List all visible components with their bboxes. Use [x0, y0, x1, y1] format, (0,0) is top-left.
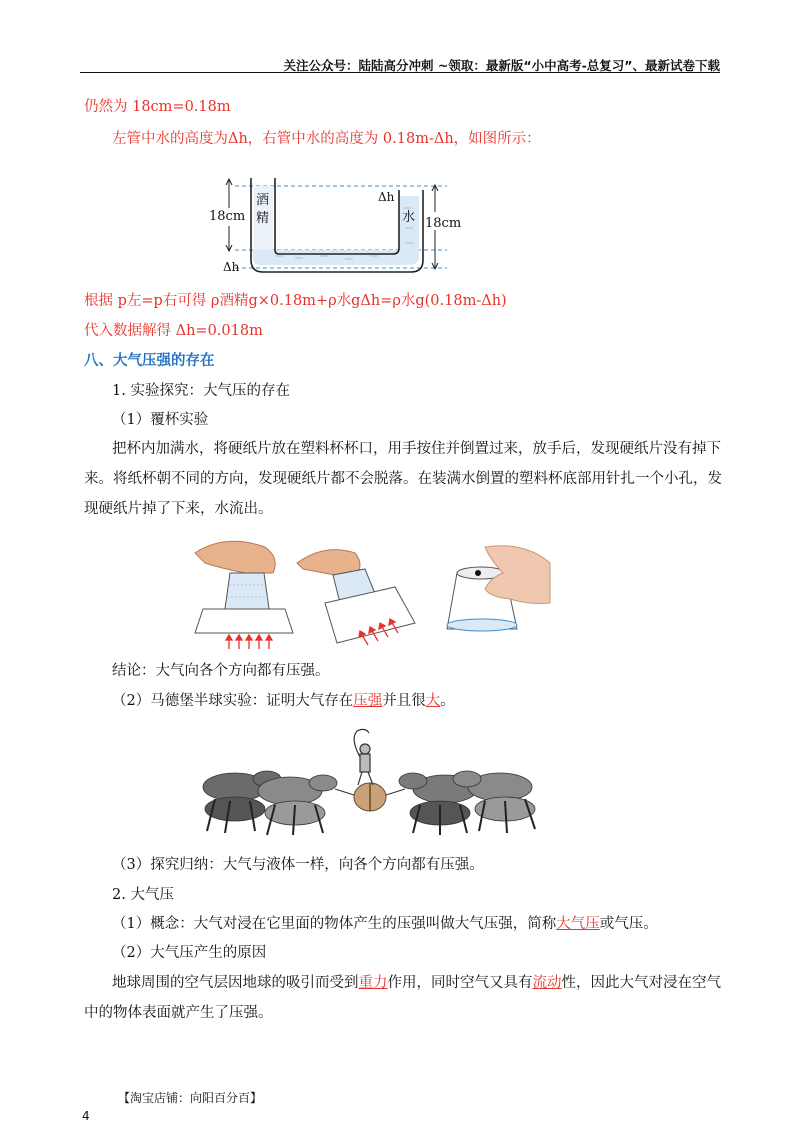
dh-top-label: Δh [378, 190, 395, 204]
cause-pre: 地球周围的空气层因地球的吸引而受到 [112, 975, 359, 991]
dh-bottom-label: Δh [223, 260, 240, 274]
u-tube-diagram [205, 168, 470, 280]
right-height-label: 18cm [425, 216, 462, 231]
concept-post: 或气压。 [599, 916, 658, 932]
solution-line-2: 左管中水的高度为Δh，右管中水的高度为 0.18m-Δh，如图所示： [112, 131, 541, 147]
magdeburg-hemispheres-illustration [195, 727, 545, 843]
cup-experiment-illustration [185, 533, 555, 651]
footer-shop: 【淘宝店铺：向阳百分百】 [118, 1091, 263, 1105]
concept-blank: 大气压 [556, 916, 600, 932]
solution-line-3: 根据 p左=p右可得 ρ酒精g×0.18m+ρ水gΔh=ρ水g(0.18m-Δh) [84, 293, 507, 309]
header-divider [80, 72, 720, 73]
concept-line [112, 914, 752, 934]
sub2-blank-1: 压强 [353, 693, 383, 709]
cause-mid: 作用，同时空气又具有 [387, 975, 533, 991]
cause-title: （2）大气压产生的原因 [112, 945, 267, 961]
cause-post: 性，因此大气对浸在空气 [561, 975, 721, 991]
item-1-title: 1. 实验探究：大气压的存在 [112, 383, 290, 399]
water-char: 水 [402, 210, 416, 225]
alcohol-char-1: 酒 [256, 193, 270, 208]
page-header: 关注公众号：陆陆高分冲刺 ~领取：最新版“小中高考-总复习”、最新试卷下载 [283, 58, 720, 73]
conclusion: 结论：大气向各个方向都有压强。 [112, 663, 330, 679]
solution-line-4: 代入数据解得 Δh=0.018m [84, 323, 263, 339]
cup-2 [297, 550, 415, 645]
cause-blank-2: 流动 [532, 975, 562, 991]
left-height-label: 18cm [209, 209, 246, 224]
concept-pre: （1）概念：大气对浸在它里面的物体产生的压强叫做大气压强，简称 [112, 916, 557, 932]
sub-1-title: （1）覆杯实验 [112, 412, 209, 428]
sub-3: （3）探究归纳：大气与液体一样，向各个方向都有压强。 [112, 857, 484, 873]
sub2-pre: （2）马德堡半球实验：证明大气存在 [112, 693, 354, 709]
sub2-blank-2: 大 [425, 693, 441, 709]
cup-1 [195, 541, 293, 649]
alcohol-char-2: 精 [256, 211, 270, 226]
sub2-post: 。 [440, 693, 455, 709]
cause-line-1 [112, 973, 752, 993]
sub2-mid: 并且很 [382, 693, 426, 709]
solution-line-1: 仍然为 18cm=0.18m [84, 99, 231, 115]
para1-line3: 现硬纸片掉了下来，水流出。 [84, 501, 273, 517]
cup-3 [447, 546, 550, 631]
para1-line2: 来。将纸杯朝不同的方向，发现硬纸片都不会脱落。在装满水倒置的塑料杯底部用针扎一个小孔，发 [84, 471, 722, 487]
item-2-title: 2. 大气压 [112, 887, 174, 903]
sub-2-title [112, 691, 752, 711]
para1-line1: 把杯内加满水，将硬纸片放在塑料杯杯口，用手按住并倒置过来，放手后，发现硬纸片没有掉下 [112, 441, 721, 457]
cause-blank-1: 重力 [358, 975, 388, 991]
section-title: 八、大气压强的存在 [84, 352, 215, 369]
cause-line-2: 中的物体表面就产生了压强。 [84, 1005, 273, 1021]
page-number: 4 [82, 1109, 90, 1123]
